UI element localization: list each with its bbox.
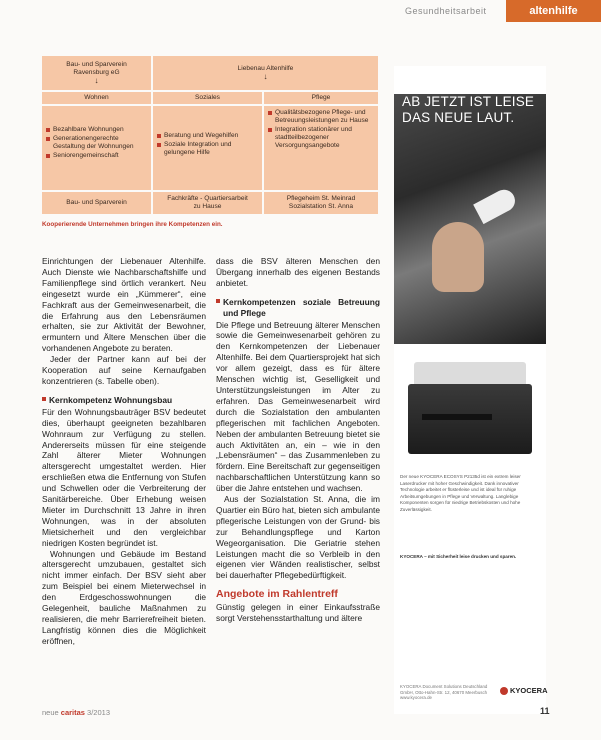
partner-bsv: Bau- und Sparverein Ravensburg eG ↓ xyxy=(42,56,151,90)
paragraph: Einrichtungen der Liebenauer Altenhilfe. Auch Dienste wie Nachbarschaftshilfe und Familienpflege sind örtlich verankert. Neu eingesetzt wurde ein „Kümmerer“, eine Fachkraft aus der Gemeinwesenarbeit, die die Erfahrung aus den Lebensräumen erhalten, sie zur Aktivität der Bewohner, ermuntern und Ältere Menschen über die vorhandenen Angebote zu beraten. xyxy=(42,256,206,354)
text-column-2 xyxy=(216,256,380,624)
ad-headline: AB JETZT IST LEISE DAS NEUE LAUT. xyxy=(402,94,535,125)
ad-note: KYOCERA – mit Sicherheit leise drucken und sparen. xyxy=(400,554,517,559)
brand-tab: altenhilfe xyxy=(506,0,601,22)
header-pflege: Pflege xyxy=(264,92,378,104)
list-item: Generationengerechte Gestaltung der Wohnungen xyxy=(46,135,147,151)
partner-liebenau: Liebenau Altenhilfe ↓ xyxy=(153,56,378,90)
paragraph: dass die BSV älteren Menschen den Übergang innerhalb des eigenen Bestands anbietet. xyxy=(216,256,380,288)
diagram-caption: Kooperierende Unternehmen bringen ihre Kompetenzen ein. xyxy=(42,221,223,228)
list-item: Integration stationärer und stadtteilbezogener Versorgungsangebote xyxy=(268,126,374,150)
ad-contact: KYOCERA Document Solutions Deutschland GmbH, Otto-Hahn-Str. 12, 40670 Meerbusch www.kyocera.de xyxy=(400,684,488,701)
paragraph: Günstig gelegen in einer Einkaufsstraße sorgt Verstehensstarthaltung und ältere xyxy=(216,602,380,624)
cooperation-diagram xyxy=(42,56,378,216)
bottom-fachkraefte: Fachkräfte - Quartiersarbeit zu Hause xyxy=(153,192,262,214)
header-soziales: Soziales xyxy=(153,92,262,104)
bottom-pflegeheim: Pflegeheim St. Meinrad Sozialstation St. Anna xyxy=(264,192,378,214)
paragraph: Aus der Sozialstation St. Anna, die im Quartier ein Büro hat, bieten sich ambulante pflegerische Leistungen von der Grund- bis zur Behandlungspflege und Karton Wegeorganisation. Die Geriatrie stehen Leistungen macht die so Verbleib in den eigenen vier Wänden realistischer, selbst bei dauerhafter Pflegebedürftigkeit. xyxy=(216,494,380,581)
ad-photo xyxy=(394,94,546,344)
wohnen-list xyxy=(42,106,151,190)
down-arrow-icon: ↓ xyxy=(94,76,99,85)
subheading: Kernkompetenzen soziale Betreuung und Pflege xyxy=(216,297,380,319)
down-arrow-icon: ↓ xyxy=(263,72,268,81)
soziales-list xyxy=(153,106,262,190)
section-heading: Angebote im Rahlentreff xyxy=(216,588,338,601)
advertisement[interactable] xyxy=(394,66,546,714)
paragraph: Jeder der Partner kann auf bei der Kooperation auf seine Kernaufgaben konzentrieren (s. Tabelle oben). xyxy=(42,354,206,386)
list-item: Beratung und Wegehilfen xyxy=(157,132,258,140)
list-item: Qualitätsbezogene Pflege- und Betreuungsleistungen zu Hause xyxy=(268,109,374,125)
list-item: Bezahlbare Wohnungen xyxy=(46,126,147,134)
paragraph: Für den Wohnungsbauträger BSV bedeutet dies, überhaupt geeigneten bezahlbaren Wohnraum zur Verfügung zu stellen. Andererseits müssen für eine steigende Zahl älterer Mieter Wohnungen altersgerecht umgestaltet werden. Hier erschließen etwa die Entfernung von Stufen und Schwellen oder die Verbreiterung der Sanitärbereiche. Über Erhebung weisen Mieter im Durchschnitt 13 Jahre in ihren Wohnungen, was in der absoluten Mietsicherheit und den vergleichbar niedrigen Kosten begründet ist. xyxy=(42,406,206,548)
list-item: Soziale Integration und gelungene Hilfe xyxy=(157,141,258,157)
person-icon xyxy=(432,222,484,292)
ad-copy: Der neue KYOCERA ECOSYS P2135d ist ein extrem leiser Laserdrucker mit hoher Geschwindigkeit. Dank innovativer Technologie arbeitet er flüsterleise und ist ideal für ruhige Arbeitsumgebungen in Pflege und Verwaltung. Langlebige Komponenten sorgen für niedrige Betriebskosten und hohe Zuverlässigkeit. xyxy=(400,474,521,512)
page-number: 11 xyxy=(540,706,550,716)
paragraph: Wohnungen und Gebäude im Bestand altersgerecht umzubauen, gestaltet sich nicht immer einfach. Der BSV sieht aber zum Beispiel bei einem Mieterwechsel in den Erdgeschosswohnungen die Gelegenheit, bauliche Maßnahmen zu realisieren, die mehr Barrierefreiheit bieten. Langfristig können dies die Möglichkeit eröffnen, xyxy=(42,548,206,646)
kyocera-logo: KYOCERA xyxy=(500,686,548,695)
bottom-bsv: Bau- und Sparverein xyxy=(42,192,151,214)
section-label: Gesundheitsarbeit xyxy=(405,6,487,16)
footer-publication: neue caritas 3/2013 xyxy=(42,708,110,717)
subheading: Kernkompetenz Wohnungsbau xyxy=(42,395,206,406)
megaphone-icon xyxy=(473,186,519,224)
pflege-list xyxy=(264,106,378,190)
list-item: Seniorengemeinschaft xyxy=(46,152,147,160)
page-header xyxy=(0,0,601,22)
logo-mark-icon xyxy=(500,687,508,695)
header-wohnen: Wohnen xyxy=(42,92,151,104)
text-column-1 xyxy=(42,256,206,647)
printer-icon xyxy=(408,344,532,464)
paragraph: Die Pflege und Betreuung älterer Menschen sowie die Gemeinwesenarbeit gehören zu den Kernkompetenzen der Liebenauer Altenhilfe. Bei dem Quartiersprojekt hat sich vor allem gezeigt, dass es für ältere Menschen wichtig ist, Geselligkeit und Unterstützungsleistungen im Alter zu erfahren. Das Gemeinwesenarbeit wird durch die Sozialstation den ambulanten pflegerischen mit fachlichen Angeboten. Neben der ambulanten Betreuung bietet sie auch Aktivitäten an, ein – wie in den „Lebensräumen“ – das Zusammenleben zu fördern. Eine Bereitschaft zur gegenseitigen nachbarschaftlichen Unterstützung kann so über die Jahre entstehen und wachsen. xyxy=(216,319,380,494)
